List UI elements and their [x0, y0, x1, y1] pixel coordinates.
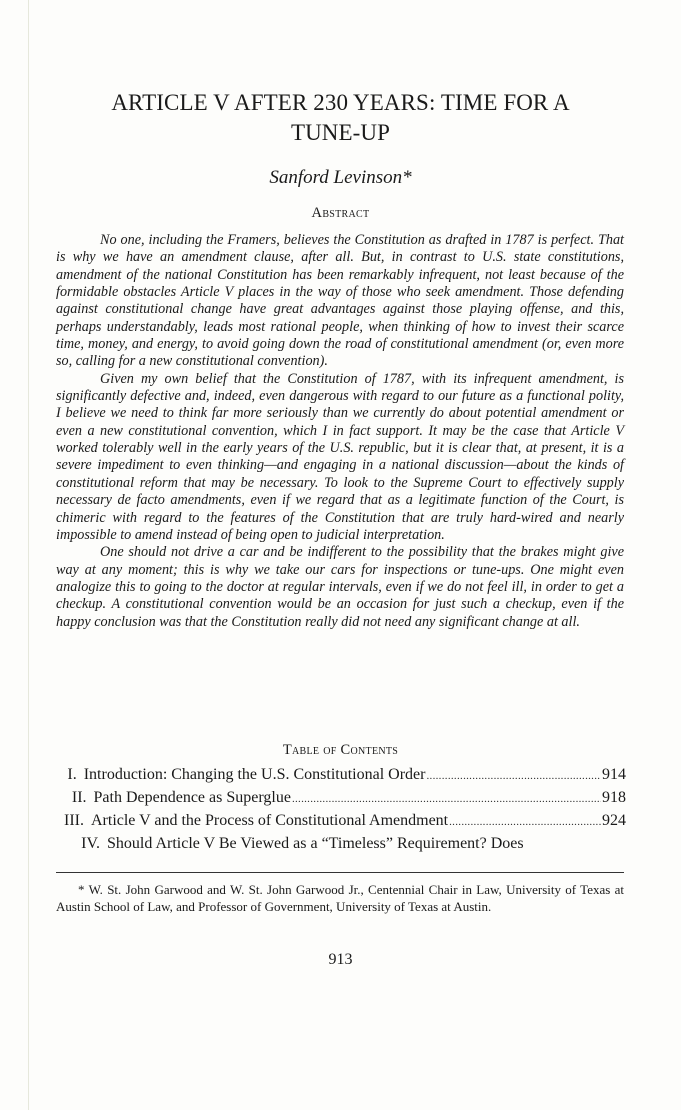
dot-leader [292, 789, 601, 810]
toc-entry-title: Should Article V Be Viewed as a “Timeless” Requirement? Does [107, 835, 524, 852]
abstract-heading: Abstract [311, 205, 370, 221]
page-number: 913 [328, 951, 353, 968]
toc-entry[interactable] [64, 833, 626, 854]
toc-entry[interactable] [64, 810, 626, 833]
toc-entry-page: 914 [602, 766, 626, 783]
author-name: Sanford Levinson* [269, 167, 412, 188]
toc-entry-number: I. [67, 766, 77, 783]
abstract-body [56, 232, 624, 631]
article-title-line-2: TUNE-UP [290, 120, 391, 145]
abstract-paragraph: Given my own belief that the Constitution of 1787, with its infrequent amendment, is significantly defective and, indeed, even dangerous with regard to our future as a functional polity, I believe we need to think far more seriously than we currently do about potential amendment or even a new constitutional convention, which I in fact support. It may be the case that Article V worked tolerably well in the early years of the U.S. republic, but it is clear that, at present, it is a severe impediment to even thinking—and engaging in a national discussion—about the kinds of constitutional reform that may be necessary. To look to the Supreme Court to effectively supply necessary de facto amendments, even if we regard that as a legitimate function of the Court, is chimeric with regard to the features of the Constitution that are truly hard-wired and nearly impossible to amend instead of being open to judicial interpretation. [56, 370, 624, 543]
toc-entry-title: Article V and the Process of Constitutional Amendment [90, 812, 449, 829]
toc-entry-number: III. [64, 812, 84, 829]
table-of-contents [64, 764, 626, 854]
toc-entry-number: II. [71, 789, 87, 806]
dot-leader [449, 812, 601, 833]
article-title-line-1: ARTICLE V AFTER 230 YEARS: TIME FOR A [111, 90, 570, 115]
abstract-paragraph: No one, including the Framers, believes the Constitution as drafted in 1787 is perfect. That is why we have an amendment clause, after all. But, in contrast to U.S. state constitutions, amendment of the national Constitution has been remarkably infrequent, not least because of the formidable obstacles Article V places in the way of those who seek amendment. Those defending against constitutional change have great advantages against those playing offense, and this, perhaps understandably, leads most rational people, when thinking of how to invest their scarce time, money, and energy, to avoid going down the road of constitutional amendment (or, even more so, calling for a new constitutional convention). [56, 232, 624, 370]
toc-entry-page: 918 [602, 789, 626, 806]
abstract-paragraph: One should not drive a car and be indifferent to the possibility that the brakes might give way at any moment; this is why we take our cars for inspections or tune-ups. One might even analogize this to going to the doctor at regular intervals, even if we do not feel ill, in order to get a checkup. A constitutional convention would be an occasion for just such a checkup, even if the happy conclusion was that the Constitution really did not need any significant change at all. [56, 544, 624, 630]
toc-heading: Table of Contents [282, 742, 399, 758]
dot-leader [426, 766, 601, 787]
toc-entry[interactable] [64, 764, 626, 787]
toc-entry-title: Introduction: Changing the U.S. Constitutional Order [83, 766, 426, 783]
toc-entry-title: Path Dependence as Superglue [93, 789, 291, 806]
toc-entry-number: IV. [81, 835, 100, 852]
toc-entry-page: 924 [602, 812, 626, 829]
author-footnote [56, 882, 624, 915]
scan-edge-line [28, 0, 29, 1110]
toc-entry[interactable] [64, 787, 626, 810]
article-title [40, 88, 641, 148]
footnote-text: * W. St. John Garwood and W. St. John Garwood Jr., Centennial Chair in Law, University of Texas at Austin School of Law, and Professor of Government, University of Texas at Austin. [56, 882, 624, 914]
footnote-divider [56, 872, 624, 873]
